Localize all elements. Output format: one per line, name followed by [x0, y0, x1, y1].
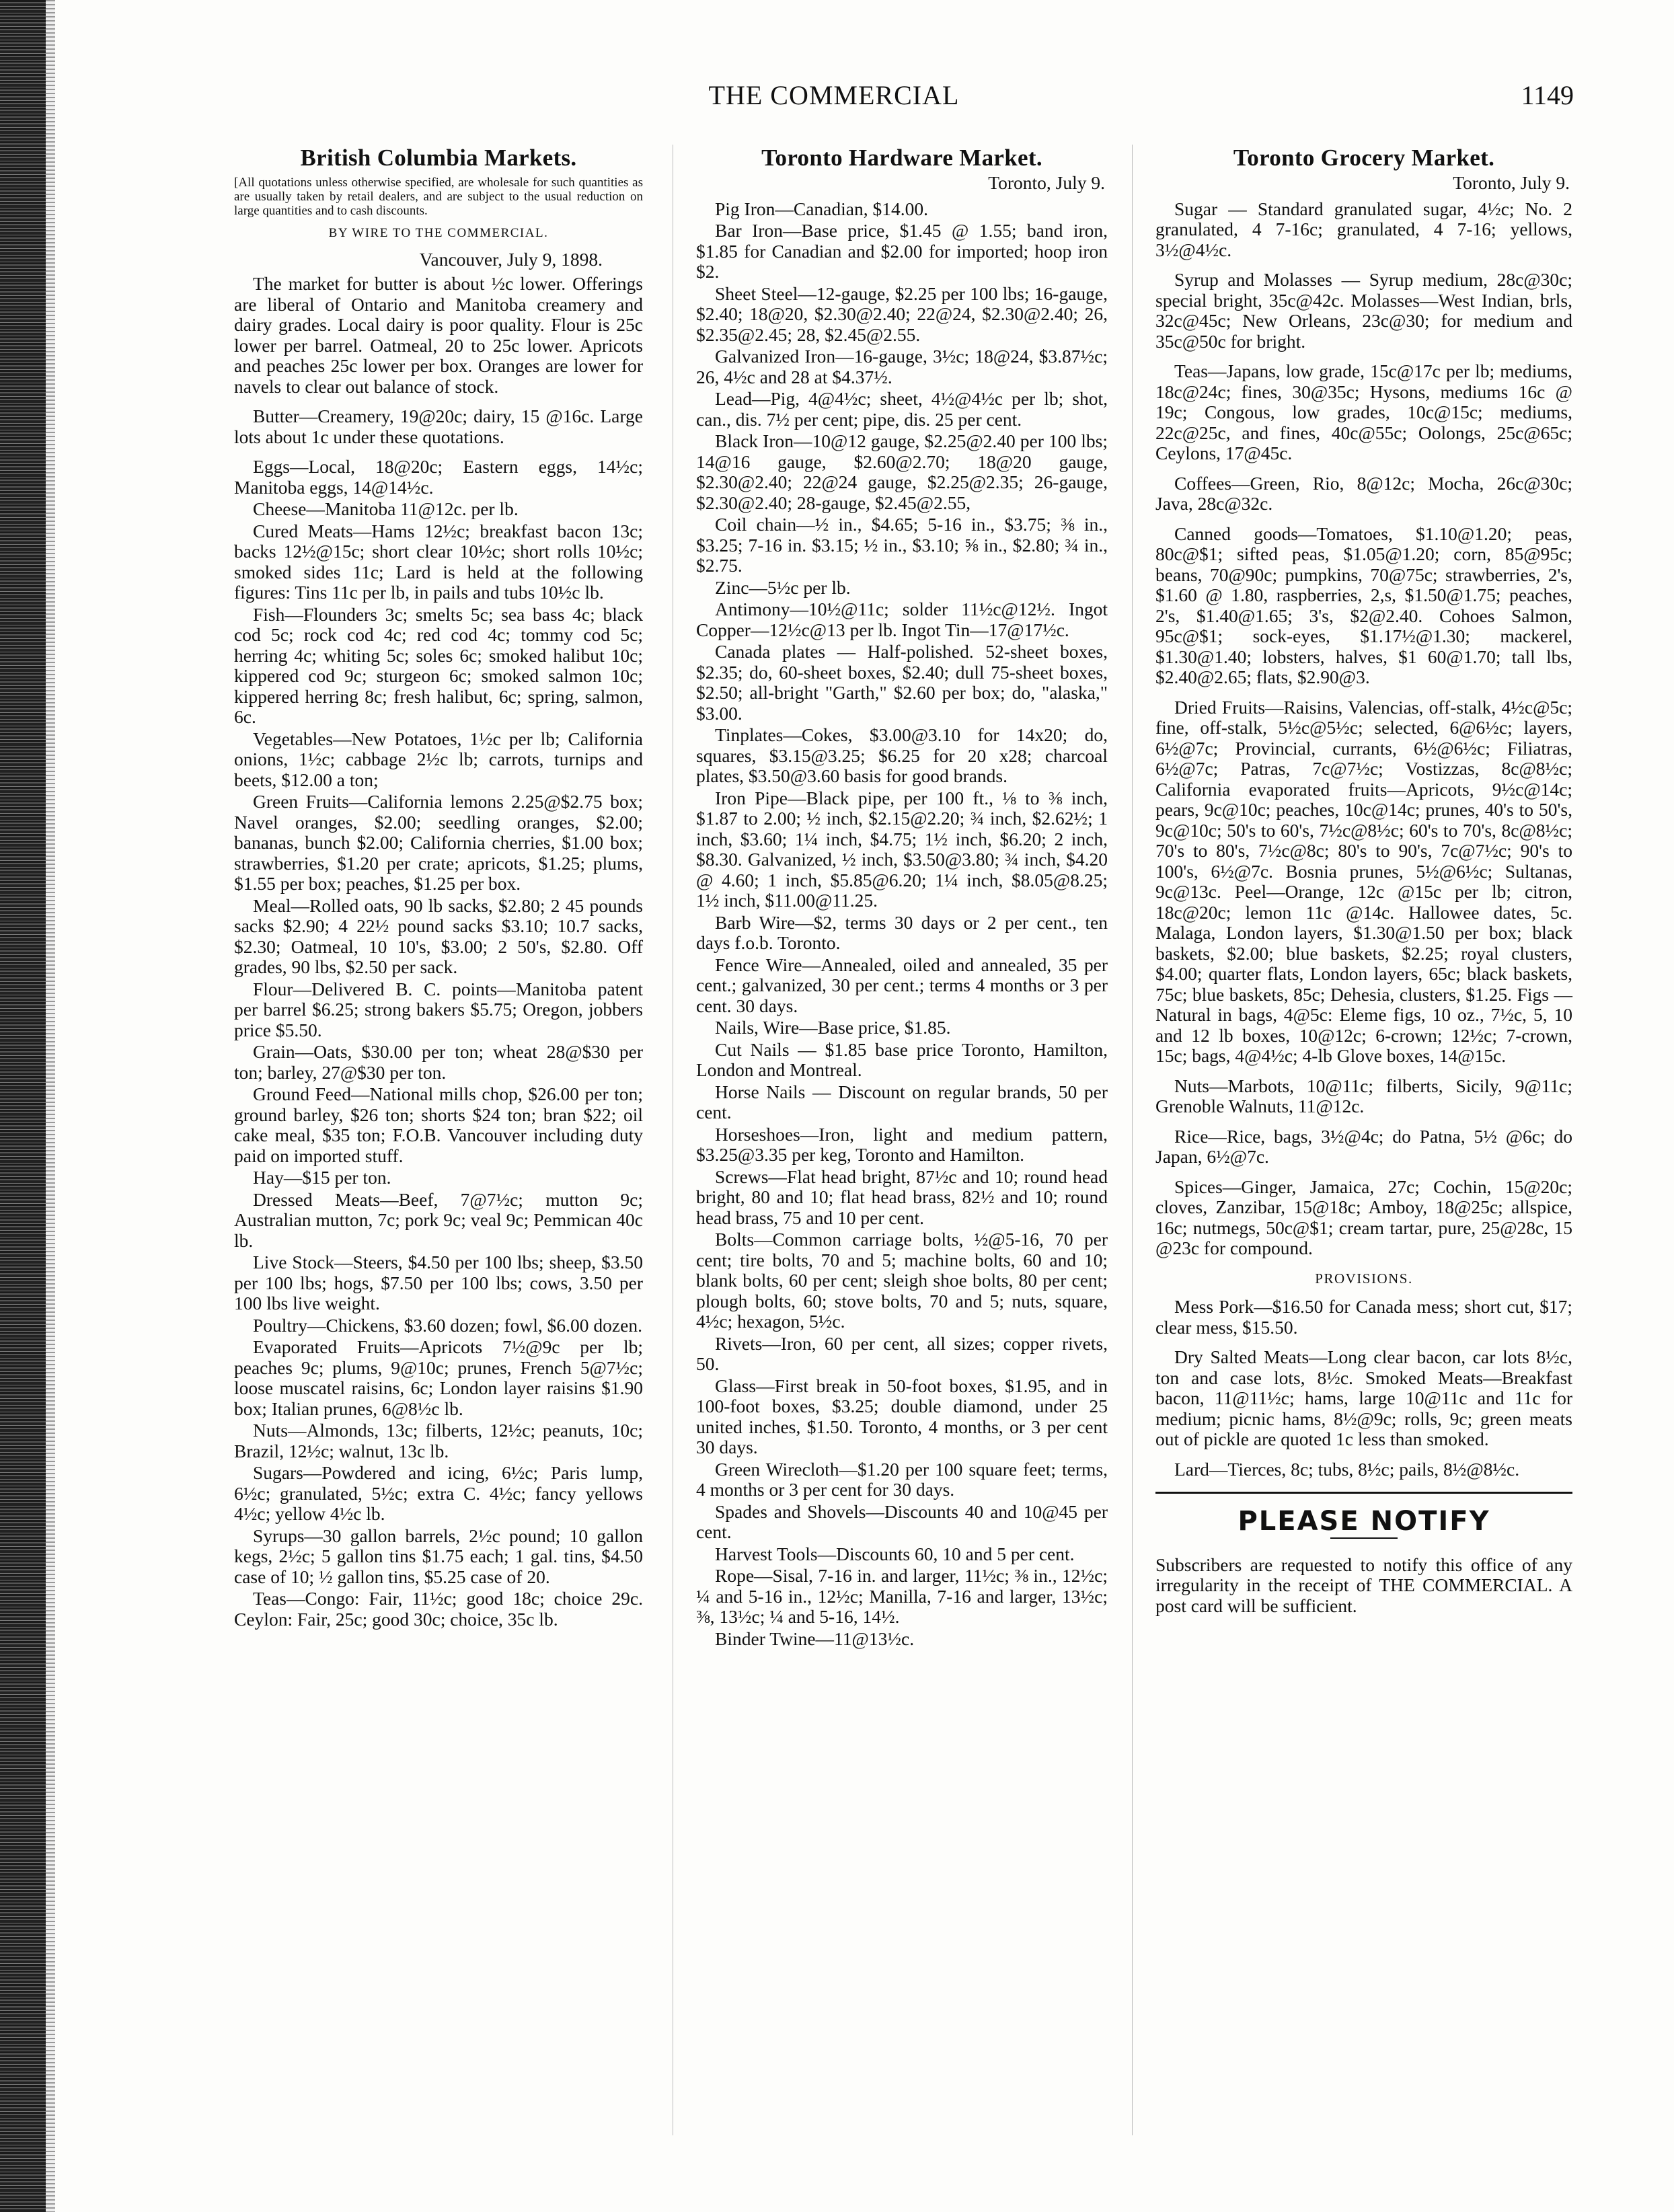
grocery-heading: Toronto Grocery Market.	[1233, 145, 1495, 171]
bc-heading: British Columbia Markets.	[300, 145, 577, 171]
hardware-item: Barb Wire—$2, terms 30 days or 2 per cent., ten days f.o.b. Toronto.	[696, 911, 1108, 953]
hardware-market-column	[696, 145, 1108, 1650]
bc-item: Green Fruits—California lemons 2.25@$2.75 box; Navel oranges, $2.00; seedling oranges, $2.00; bananas, bunch $2.00; California cherries, $1.00 box; strawberries, $1.20 per crate; apricots, $1.25; plums, $1.55 per box; peaches, $1.25 per box.	[234, 791, 643, 894]
hardware-item: Cut Nails — $1.85 base price Toronto, Hamilton, London and Montreal.	[696, 1038, 1108, 1080]
bc-dateline: Vancouver, July 9, 1898.	[419, 248, 603, 270]
grocery-market-column	[1155, 145, 1572, 1616]
hardware-item: Tinplates—Cokes, $3.00@3.10 for 14x20; do, squares, $3.15@3.25; $6.25 for 20 x28; charcoal plates, $3.50@3.60 basis for good brands.	[696, 724, 1108, 786]
grocery-item: Nuts—Marbots, 10@11c; filberts, Sicily, 9@11c; Grenoble Walnuts, 11@12c.	[1155, 1075, 1572, 1116]
hardware-item: Fence Wire—Annealed, oiled and annealed, 35 per cent.; galvanized, 30 per cent.; terms 4 months or 3 per cent. 30 days.	[696, 954, 1108, 1016]
bc-markets-column	[234, 145, 643, 1631]
notify-rule	[1330, 1537, 1398, 1539]
grocery-item: Canned goods—Tomatoes, $1.10@1.20; peas, 80c@$1; sifted peas, $1.05@1.20; corn, 85@95c; beans, 70@90c; pumpkins, 70@75c; strawberries, 2's, $1.60 @ 1.80, raspberries, 2,s, $1.50@1.75; peaches, 2's, $1.40@1.65; 3's, $2@2.40. Cohoes Salmon, 95c@$1; sock-eyes, $1.17½@1.30; mackerel, $1.30@1.40; lobsters, halves, $1 60@1.70; tall lbs, $2.40@2.65; flats, $2.90@3.	[1155, 523, 1572, 687]
page-header	[94, 79, 1574, 113]
bc-item: Hay—$15 per ton.	[253, 1167, 391, 1188]
bc-item: Syrups—30 gallon barrels, 2½c pound; 10 gallon kegs, 2½c; 5 gallon tins $1.75 each; 1 gal. tins, $4.50 case of 10; ½ gallon tins, $5.25 case of 20.	[234, 1525, 643, 1587]
notify-text: Subscribers are requested to notify this office of any irregularity in the receipt of THE COMMERCIAL. A post card will be sufficient.	[1155, 1554, 1572, 1616]
bc-item: Fish—Flounders 3c; smelts 5c; sea bass 4c; black cod 5c; rock cod 4c; red cod 4c; tommy cod 5c; herring 4c; whiting 5c; soles 6c; smoked halibut 10c; kippered cod 9c; sturgeon 6c; smoked salmon 10c; kippered herring 8c; fresh halibut, 6c; spring, salmon, 6c.	[234, 603, 643, 727]
hardware-item: Lead—Pig, 4@4½c; sheet, 4½@4½c per lb; shot, can., dis. 7½ per cent; pipe, dis. 25 per cent.	[696, 388, 1108, 430]
hardware-item: Antimony—10½@11c; solder 11½c@12½. Ingot Copper—12½c@13 per lb. Ingot Tin—17@17½c.	[696, 599, 1108, 640]
grocery-item: Teas—Japans, low grade, 15c@17c per lb; mediums, 18c@24c; fines, 30@35c; Hysons, mediums 16c @ 19c; Congous, low grades, 10c@15c; mediums, 22c@25c, and fines, 40c@55c; Oolongs, 25c@65c; Ceylons, 17@45c.	[1155, 360, 1572, 463]
hardware-item: Glass—First break in 50-foot boxes, $1.95, and in 100-foot boxes, $3.25; double diamond, under 25 united inches, $1.50. Toronto, 4 months, or 3 per cent 30 days.	[696, 1375, 1108, 1457]
hardware-item: Horse Nails — Discount on regular brands, 50 per cent.	[696, 1081, 1108, 1122]
hardware-dateline: Toronto, July 9.	[988, 172, 1105, 193]
hardware-item: Horseshoes—Iron, light and medium pattern, $3.25@3.35 per keg, Toronto and Hamilton.	[696, 1123, 1108, 1165]
provisions-item: Mess Pork—$16.50 for Canada mess; short cut, $17; clear mess, $15.50.	[1155, 1296, 1572, 1338]
hardware-item: Spades and Shovels—Discounts 40 and 10@45 per cent.	[696, 1500, 1108, 1542]
hardware-item: Pig Iron—Canadian, $14.00.	[715, 198, 928, 219]
hardware-item: Bolts—Common carriage bolts, ½@5-16, 70 per cent; tire bolts, 70 and 5; machine bolts, 60 and 10; blank bolts, 60 per cent; sleigh shoe bolts, 80 per cent; plough bolts, 60; stove bolts, 70 and 5; nuts, square, 4½c; hexagon, 5½c.	[696, 1229, 1108, 1332]
bc-item: Eggs—Local, 18@20c; Eastern eggs, 14½c; Manitoba eggs, 14@14½c.	[234, 456, 643, 498]
hardware-item: Iron Pipe—Black pipe, per 100 ft., ⅛ to ⅜ inch, $1.87 to 2.00; ½ inch, $2.15@2.20; ¾ inch, $2.62½; 1 inch, $3.60; 1¼ inch, $4.75; 1½ inch, $6.20; 2 inch, $8.30. Galvanized, ½ inch, $3.50@3.80; ¾ inch, $4.20 @ 4.60; 1 inch, $5.85@6.20; 1¼ inch, $8.05@8.25; 1½ inch, $11.00@11.25.	[696, 787, 1108, 911]
hardware-item: Bar Iron—Base price, $1.45 @ 1.55; band iron, $1.85 for Canadian and $2.00 for imported; hoop iron $2.	[696, 220, 1108, 282]
hardware-item: Screws—Flat head bright, 87½c and 10; round head bright, 80 and 10; flat head brass, 82½ and 10; round head brass, 75 and 10 per cent.	[696, 1166, 1108, 1228]
bc-item: The market for butter is about ½c lower. Offerings are liberal of Ontario and Manitoba creamery and dairy grades. Local dairy is poor quality. Flour is 25c lower per barrel. Oatmeal, 20 to 25c lower. Apricots and peaches 25c lower per box. Oranges are lower for navels to clear out balance of stock.	[234, 273, 643, 397]
bc-item: Sugars—Powdered and icing, 6½c; Paris lump, 6½c; granulated, 5½c; extra C. 4½c; fancy yellows 4½c; yellow 4½c lb.	[234, 1462, 643, 1524]
bc-item: Poultry—Chickens, $3.60 dozen; fowl, $6.00 dozen.	[253, 1314, 642, 1336]
hardware-item: Rivets—Iron, 60 per cent, all sizes; copper rivets, 50.	[696, 1332, 1108, 1374]
grocery-dateline: Toronto, July 9.	[1453, 172, 1570, 193]
grocery-item: Rice—Rice, bags, 3½@4c; do Patna, 5½ @6c; do Japan, 6½@7c.	[1155, 1125, 1572, 1167]
grocery-item: Sugar — Standard granulated sugar, 4½c; No. 2 granulated, 4 7-16c; granulated, 4 7-16; yellows, 3½@4½c.	[1155, 198, 1572, 260]
section-divider	[1155, 1492, 1572, 1494]
hardware-item: Nails, Wire—Base price, $1.85.	[715, 1017, 951, 1038]
bc-wire-line: BY WIRE TO THE COMMERCIAL.	[328, 226, 549, 240]
notify-heading: PLEASE NOTIFY	[1238, 1506, 1490, 1537]
grocery-item: Coffees—Green, Rio, 8@12c; Mocha, 26c@30c; Java, 28c@32c.	[1155, 472, 1572, 514]
bc-item: Butter—Creamery, 19@20c; dairy, 15 @16c. Large lots about 1c under these quotations.	[234, 406, 643, 447]
bc-item: Vegetables—New Potatoes, 1½c per lb; California onions, 1½c; cabbage 2½c lb; carrots, turnips and beets, $12.00 a ton;	[234, 728, 643, 790]
bc-item: Grain—Oats, $30.00 per ton; wheat 28@$30 per ton; barley, 27@$30 per ton.	[234, 1041, 643, 1083]
scan-edge	[0, 0, 55, 2212]
hardware-item: Coil chain—½ in., $4.65; 5-16 in., $3.75; ⅜ in., $3.25; 7-16 in. $3.15; ½ in., $3.10; ⅝ in., $2.80; ¾ in., $2.75.	[696, 514, 1108, 576]
grocery-item: Syrup and Molasses — Syrup medium, 28c@30c; special bright, 35c@42c. Molasses—West Indian, brls, 32c@45c; New Orleans, 23c@30; for medium and 35c@50c for bright.	[1155, 269, 1572, 352]
bc-item: Dressed Meats—Beef, 7@7½c; mutton 9c; Australian mutton, 7c; pork 9c; veal 9c; Pemmican 40c lb.	[234, 1188, 643, 1251]
hardware-item: Black Iron—10@12 gauge, $2.25@2.40 per 100 lbs; 14@16 gauge, $2.60@2.70; 18@20 gauge, $2.30@2.40; 22@24 gauge, $2.25@2.35; 26-gauge, $2.30@2.40; 28-gauge, $2.45@2.55,	[696, 430, 1108, 513]
page-number: 1149	[1521, 80, 1574, 110]
bc-item: Cured Meats—Hams 12½c; breakfast bacon 13c; backs 12½@15c; short clear 10½c; short rolls 10½c; smoked sides 11c; Lard is held at the following figures: Tins 11c per lb, in pails and tubs 10½c lb.	[234, 520, 643, 603]
bc-item: Nuts—Almonds, 13c; filberts, 12½c; peanuts, 10c; Brazil, 12½c; walnut, 13c lb.	[234, 1420, 643, 1461]
hardware-item: Harvest Tools—Discounts 60, 10 and 5 per cent.	[715, 1543, 1075, 1564]
bc-item: Cheese—Manitoba 11@12c. per lb.	[253, 498, 519, 519]
bc-item: Meal—Rolled oats, 90 lb sacks, $2.80; 2 45 pounds sacks $2.90; 4 22½ pound sacks $3.10; 10.7 sacks, $2.30; Oatmeal, 10 10's, $3.00; 2 50's, $2.80. Off grades, 90 lbs, $2.50 per sack.	[234, 894, 643, 977]
hardware-item: Green Wirecloth—$1.20 per 100 square feet; terms, 4 months or 3 per cent for 30 days.	[696, 1458, 1108, 1500]
hardware-item: Galvanized Iron—16-gauge, 3½c; 18@24, $3.87½c; 26, 4½c and 28 at $4.37½.	[696, 346, 1108, 387]
column-rule	[1132, 145, 1133, 2135]
bc-item: Ground Feed—National mills chop, $26.00 per ton; ground barley, $26 ton; shorts $24 ton; bran $22; oil cake meal, $35 ton; F.O.B. Vancouver including duty paid on imported stuff.	[234, 1083, 643, 1166]
hardware-item: Rope—Sisal, 7-16 in. and larger, 11½c; ⅜ in., 12½c; ¼ and 5-16 in., 12½c; Manilla, 7-16 and larger, 13½c; ⅜, 13½c; ¼ and 5-16, 14½.	[696, 1565, 1108, 1627]
bc-item: Flour—Delivered B. C. points—Manitoba patent per barrel $6.25; strong bakers $5.75; Oregon, jobbers price $5.50.	[234, 978, 643, 1040]
provisions-subheading: PROVISIONS.	[1315, 1270, 1413, 1287]
page-title: THE COMMERCIAL	[708, 80, 960, 110]
hardware-item: Canada plates — Half-polished. 52-sheet boxes, $2.35; do, 60-sheet boxes, $2.40; dull 75-sheet boxes, $2.50; all-bright "Garth," $2.60 per box; do, "alaska," $3.00.	[696, 641, 1108, 724]
provisions-item: Dry Salted Meats—Long clear bacon, car lots 8½c, ton and case lots, 8½c. Smoked Meats—Breakfast bacon, 11@11½c; hams, large 10@11c and 11c for medium; picnic hams, 8½@9c; rolls, 9c; green meats out of pickle are quoted 1c less than smoked.	[1155, 1346, 1572, 1449]
bc-item: Teas—Congo: Fair, 11½c; good 18c; choice 29c. Ceylon: Fair, 25c; good 30c; choice, 35c lb.	[234, 1588, 643, 1630]
bc-note: [All quotations unless otherwise specified, are wholesale for such quantities as are usually taken by retail dealers, and are subject to the usual reduction on large quantities and to cash discounts.	[234, 176, 643, 218]
hardware-item: Sheet Steel—12-gauge, $2.25 per 100 lbs; 16-gauge, $2.40; 18@20, $2.30@2.40; 22@24, $2.30@2.40; 26, $2.35@2.45; 28, $2.45@2.55.	[696, 282, 1108, 345]
bc-item: Evaporated Fruits—Apricots 7½@9c per lb; peaches 9c; plums, 9@10c; prunes, French 5@7½c; loose muscatel raisins, 6c; London layer raisins $1.90 box; Italian prunes, 6@8½c lb.	[234, 1336, 643, 1419]
hardware-item: Zinc—5½c per lb.	[715, 576, 851, 598]
hardware-heading: Toronto Hardware Market.	[761, 145, 1042, 171]
grocery-item: Dried Fruits—Raisins, Valencias, off-stalk, 4½c@5c; fine, off-stalk, 5½c@5½c; selected, 6@6½c; layers, 6½@7c; Provincial, currants, 6½@6½c; Filiatras, 6½@7c; Patras, 7c@7½c; Vostizzas, 8c@8½c; California evaporated fruits—Apricots, 9½c@14c; pears, 9c@10c; peaches, 10c@14c; prunes, 40's to 50's, 9c@10c; 50's to 60's, 7½c@8½c; 60's to 70's, 8c@8½c; 70's to 80's, 7½c@8c; 80's to 90's, 7c@7½c; 90's to 100's, 6½@7c. Bosnia prunes, 5½@6½c; Sultanas, 9c@13c. Peel—Orange, 12c @15c per lb; citron, 18c@20c; lemon 11c @14c. Hallowee dates, 5c. Malaga, London layers, $1.30@1.50 per box; black baskets, $2.00; blue baskets, $2.25; royal clusters, $4.00; quarter flats, London layers, 65c; black baskets, 75c; blue baskets, 85c; Dehesia, clusters, $1.25. Figs —Natural in bags, 4@5c: Eleme figs, 10 oz., 7½c, 5, 10 and 12 lb boxes, 10@12c; 6-crown; 12½c; 7-crown, 15c; bags, 4@4½c; 4-lb Glove boxes, 14@15c.	[1155, 696, 1572, 1066]
bc-item: Live Stock—Steers, $4.50 per 100 lbs; sheep, $3.50 per 100 lbs; hogs, $7.50 per 100 lbs; cows, 3.50 per 100 lbs live weight.	[234, 1252, 643, 1313]
hardware-item: Binder Twine—11@13½c.	[715, 1628, 915, 1649]
provisions-item: Lard—Tierces, 8c; tubs, 8½c; pails, 8½@8½c.	[1174, 1458, 1520, 1480]
grocery-item: Spices—Ginger, Jamaica, 27c; Cochin, 15@20c; cloves, Zanzibar, 15@18c; Amboy, 18@25c; allspice, 16c; nutmegs, 50c@$1; cream tartar, pure, 25@28c, 15 @23c for compound.	[1155, 1176, 1572, 1258]
